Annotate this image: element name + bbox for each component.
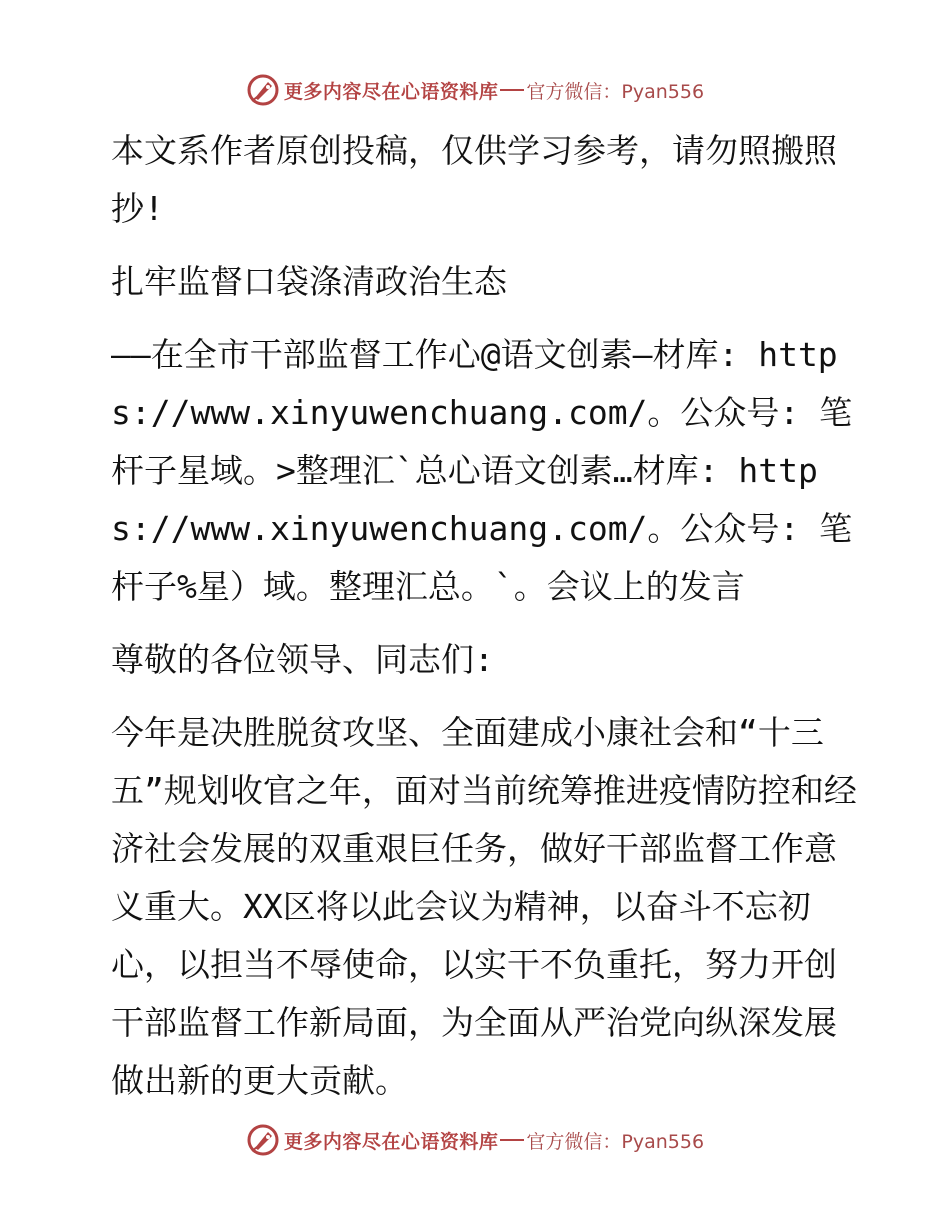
pen-nib-circle-icon [246, 73, 280, 107]
disclaimer-paragraph: 本文系作者原创投稿，仅供学习参考，请勿照搬照抄! [111, 131, 837, 228]
document-body [97, 122, 857, 1125]
watermark-brand-text: 更多内容尽在心语资料库 [283, 80, 499, 103]
header-watermark-banner [0, 70, 950, 110]
document-title: 扎牢监督口袋涤清政治生态 [111, 262, 507, 301]
watermark-dash [500, 89, 524, 91]
salutation-paragraph: 尊敬的各位领导、同志们: [111, 640, 494, 679]
body-paragraph: 今年是决胜脱贫攻坚、全面建成小康社会和“十三五”规划收官之年，面对当前统筹推进疫情防控和经济社会发展的双重艰巨任务，做好干部监督工作意义重大。XX区将以此会议为精神，以奋斗不忘初心，以担当不辱使命，以实干不负重托，努力开创干部监督工作新局面，为全面从严治党向纵深发展做出新的更大贡献。 [111, 713, 857, 1100]
pen-nib-circle-icon [246, 1123, 280, 1157]
document-subtitle: ——在全市干部监督工作心@语文创素—材库: https://www.xinyuwenchuang.com/。公众号: 笔杆子星域。>整理汇`总心语文创素…材库: https://www.xinyuwenchuang.com/。公众号: 笔杆子%星）域。整理汇总。`。会议上的发言 [111, 335, 853, 606]
watermark-wechat-text: 官方微信：Pyan556 [526, 80, 705, 103]
watermark-wechat-text: 官方微信：Pyan556 [526, 1130, 705, 1153]
watermark-dash [500, 1139, 524, 1141]
footer-watermark-banner [0, 1120, 950, 1160]
watermark-brand-text: 更多内容尽在心语资料库 [283, 1130, 499, 1153]
